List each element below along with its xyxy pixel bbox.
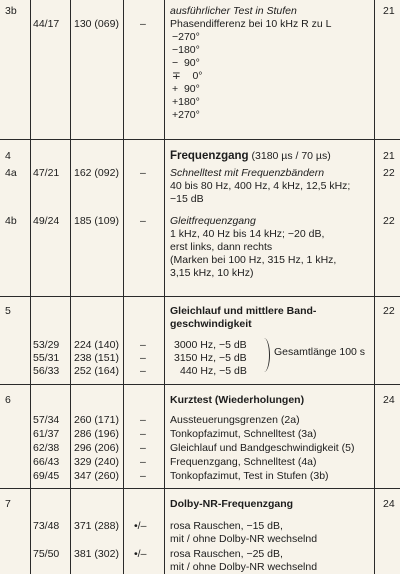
- section-title: Gleichlauf und mittlere Band-: [170, 305, 317, 317]
- dolby-mark: –: [140, 428, 146, 440]
- track-number: 57/34: [33, 414, 60, 426]
- description-line: 3000 Hz, −5 dB: [174, 339, 247, 351]
- description-line: 440 Hz, −5 dB: [180, 365, 247, 377]
- description-line: rosa Rauschen, −25 dB,: [170, 548, 283, 560]
- page-number: 22: [383, 305, 395, 317]
- section-number: 4a: [5, 167, 17, 179]
- track-number: 49/24: [33, 215, 60, 227]
- counter-value: 224 (140): [74, 339, 119, 351]
- description-line: mit / ohne Dolby-NR wechselnd: [170, 533, 318, 545]
- dolby-mark: –: [140, 365, 146, 377]
- description-line: erst links, dann rechts: [170, 241, 273, 253]
- description-line: Gleitfrequenzgang: [170, 215, 256, 227]
- description-line: mit / ohne Dolby-NR wechselnd: [170, 561, 318, 573]
- description-line: Frequenzgang, Schnelltest (4a): [170, 456, 317, 468]
- description-line: 1 kHz, 40 Hz bis 14 kHz; −20 dB,: [170, 228, 325, 240]
- description-line: Aussteuerungsgrenzen (2a): [170, 414, 300, 426]
- description-line: (Marken bei 100 Hz, 315 Hz, 1 kHz,: [170, 254, 337, 266]
- counter-value: 252 (164): [74, 365, 119, 377]
- counter-value: 371 (288): [74, 520, 119, 532]
- track-number: 44/17: [33, 18, 60, 30]
- description-line: Tonkopfazimut, Schnelltest (3a): [170, 428, 317, 440]
- track-number: 62/38: [33, 442, 60, 454]
- page-number: 24: [383, 394, 395, 406]
- phase-value: ∓ 0°: [172, 70, 203, 82]
- section-title: Dolby-NR-Frequenzgang: [170, 498, 294, 510]
- counter-value: 381 (302): [74, 548, 119, 560]
- page-number: 24: [383, 498, 395, 510]
- description-line: Tonkopfazimut, Test in Stufen (3b): [170, 470, 329, 482]
- track-number: 69/45: [33, 470, 60, 482]
- description-line: Gleichlauf und Bandgeschwindigkeit (5): [170, 442, 355, 454]
- section-number: 4b: [5, 215, 17, 227]
- track-number: 55/31: [33, 352, 60, 364]
- dolby-mark: –: [140, 414, 146, 426]
- page-number: 21: [383, 5, 395, 17]
- section-number: 5: [5, 305, 11, 317]
- page-number: 22: [383, 167, 395, 179]
- section-title: Frequenzgang (3180 µs / 70 µs): [170, 150, 331, 162]
- track-number: 61/37: [33, 428, 60, 440]
- track-number: 47/21: [33, 167, 60, 179]
- counter-value: 260 (171): [74, 414, 119, 426]
- section-number: 6: [5, 394, 11, 406]
- dolby-mark: –: [140, 442, 146, 454]
- description-line: rosa Rauschen, −15 dB,: [170, 520, 283, 532]
- counter-value: 347 (260): [74, 470, 119, 482]
- description-line: 3,15 kHz, 10 kHz): [170, 267, 254, 279]
- track-number: 56/33: [33, 365, 60, 377]
- dolby-mark: –: [140, 215, 146, 227]
- section-title: Kurztest (Wiederholungen): [170, 394, 305, 406]
- track-number: 75/50: [33, 548, 60, 560]
- description-line: −15 dB: [170, 193, 204, 205]
- description-line: Phasendifferenz bei 10 kHz R zu L: [170, 18, 332, 30]
- counter-value: 162 (092): [74, 167, 119, 179]
- section-number: 3b: [5, 5, 17, 17]
- section-title-suffix: (3180 µs / 70 µs): [251, 150, 331, 162]
- phase-value: + 90°: [172, 83, 200, 95]
- counter-value: 329 (240): [74, 456, 119, 468]
- description-line: ausführlicher Test in Stufen: [170, 5, 297, 17]
- counter-value: 185 (109): [74, 215, 119, 227]
- phase-value: +180°: [172, 96, 200, 108]
- phase-value: − 90°: [172, 57, 200, 69]
- description-line: 3150 Hz, −5 dB: [174, 352, 247, 364]
- phase-value: −180°: [172, 44, 200, 56]
- phase-value: +270°: [172, 109, 200, 121]
- dolby-mark: •/–: [134, 548, 147, 560]
- track-number: 66/43: [33, 456, 60, 468]
- description-line: 40 bis 80 Hz, 400 Hz, 4 kHz, 12,5 kHz;: [170, 180, 351, 192]
- row-divider: [0, 384, 400, 385]
- track-number: 73/48: [33, 520, 60, 532]
- section-number: 4: [5, 150, 11, 162]
- dolby-mark: –: [140, 352, 146, 364]
- counter-value: 296 (206): [74, 442, 119, 454]
- dolby-mark: –: [140, 167, 146, 179]
- track-number: 53/29: [33, 339, 60, 351]
- row-divider: [0, 139, 400, 140]
- dolby-mark: –: [140, 470, 146, 482]
- section-number: 7: [5, 498, 11, 510]
- dolby-mark: –: [140, 18, 146, 30]
- counter-value: 130 (069): [74, 18, 119, 30]
- row-divider: [0, 488, 400, 489]
- row-divider: [0, 296, 400, 297]
- page-number: 22: [383, 215, 395, 227]
- section-title: geschwindigkeit: [170, 318, 252, 330]
- curly-brace: [264, 338, 270, 372]
- description-line: Schnelltest mit Frequenzbändern: [170, 167, 325, 179]
- dolby-mark: –: [140, 339, 146, 351]
- brace-note: Gesamtlänge 100 s: [274, 346, 366, 358]
- dolby-mark: •/–: [134, 520, 147, 532]
- dolby-mark: –: [140, 456, 146, 468]
- counter-value: 238 (151): [74, 352, 119, 364]
- phase-value: −270°: [172, 31, 200, 43]
- page-number: 21: [383, 150, 395, 162]
- counter-value: 286 (196): [74, 428, 119, 440]
